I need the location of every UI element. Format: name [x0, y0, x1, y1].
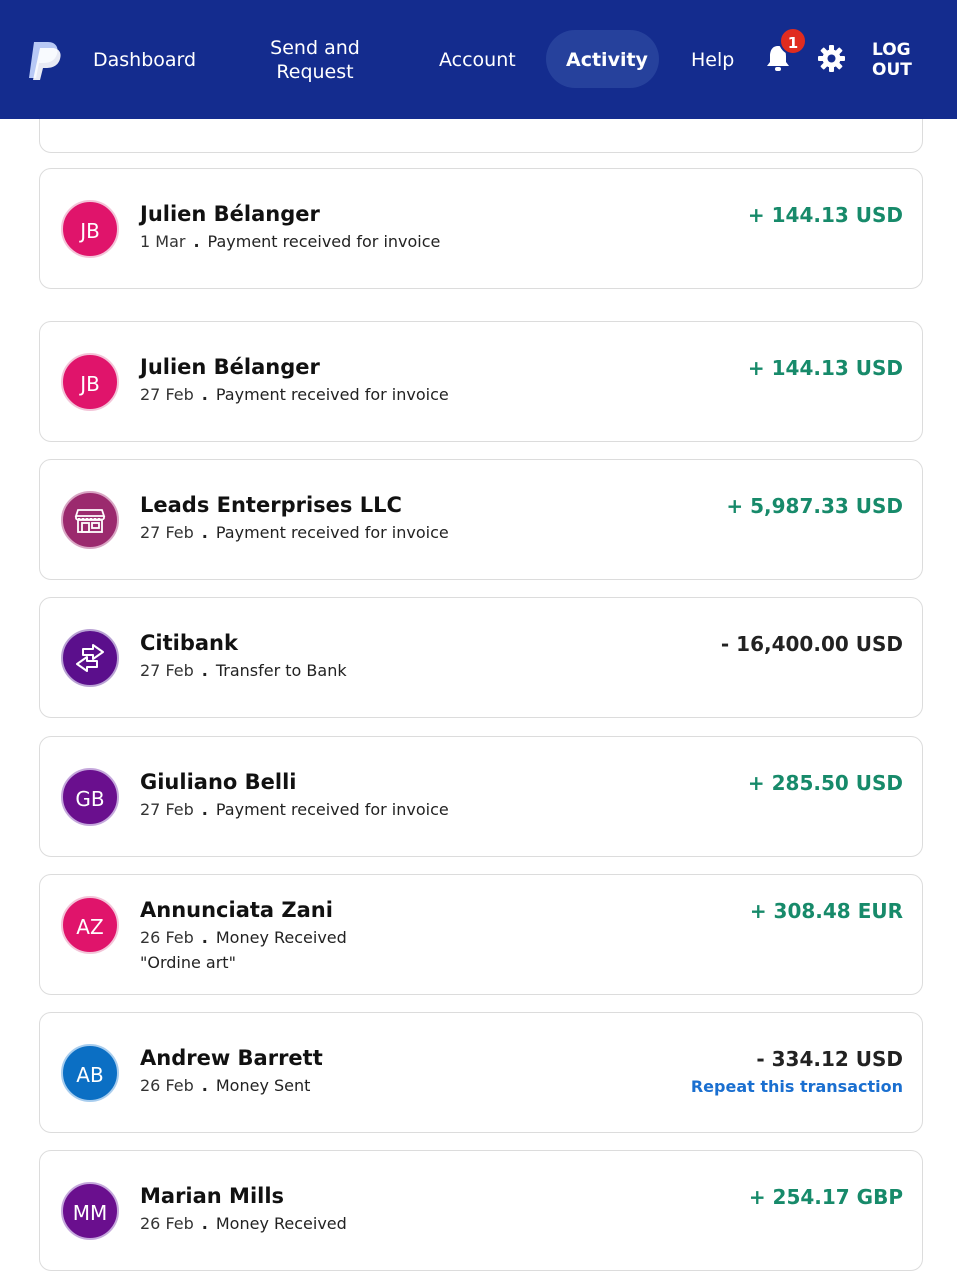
transaction-card[interactable]	[39, 874, 923, 995]
avatar: AZ	[61, 896, 119, 954]
paypal-logo-icon[interactable]	[28, 40, 62, 80]
transaction-amount: + 308.48 EUR	[749, 899, 903, 923]
transaction-description: Payment received for invoice	[215, 385, 449, 404]
transaction-description: Money Received	[215, 1214, 347, 1233]
transaction-name: Julien Bélanger	[140, 355, 320, 379]
transaction-date: 26 Feb	[140, 1214, 194, 1233]
transaction-name: Leads Enterprises LLC	[140, 493, 402, 517]
transaction-details: 26 Feb . Money Received	[140, 928, 347, 947]
transaction-amount: + 254.17 GBP	[748, 1185, 903, 1209]
transaction-name: Annunciata Zani	[140, 898, 333, 922]
logout-button[interactable]: LOG OUT	[872, 40, 912, 80]
transaction-date: 27 Feb	[140, 523, 194, 542]
transaction-date: 26 Feb	[140, 1076, 194, 1095]
transaction-date: 26 Feb	[140, 928, 194, 947]
transaction-date: 1 Mar	[140, 232, 186, 251]
transaction-amount: + 144.13 USD	[747, 356, 903, 380]
nav-dashboard[interactable]: Dashboard	[93, 49, 197, 71]
notification-badge[interactable]: 1	[779, 27, 807, 55]
transaction-card[interactable]	[39, 1012, 923, 1133]
transaction-amount: + 5,987.33 USD	[726, 494, 903, 518]
storefront-icon	[74, 504, 106, 536]
transaction-name: Citibank	[140, 631, 238, 655]
transaction-note: "Ordine art"	[140, 953, 236, 972]
transaction-card[interactable]	[39, 736, 923, 857]
transfer-arrows-icon	[73, 641, 107, 675]
transaction-card[interactable]	[39, 321, 923, 442]
transaction-description: Payment received for invoice	[215, 523, 449, 542]
repeat-transaction-link[interactable]: Repeat this transaction	[690, 1077, 903, 1096]
avatar	[61, 491, 119, 549]
transaction-card[interactable]	[39, 1150, 923, 1271]
nav-account[interactable]: Account	[439, 49, 516, 71]
transaction-name: Giuliano Belli	[140, 770, 297, 794]
transaction-amount: + 285.50 USD	[747, 771, 903, 795]
gear-icon[interactable]	[818, 45, 845, 72]
transaction-amount: + 144.13 USD	[747, 203, 903, 227]
transaction-card[interactable]	[39, 459, 923, 580]
nav-send-and-request[interactable]: Send and Request	[270, 37, 360, 83]
avatar: JB	[61, 353, 119, 411]
avatar	[61, 629, 119, 687]
transaction-name: Julien Bélanger	[140, 202, 320, 226]
nav-help[interactable]: Help	[691, 49, 735, 71]
transaction-description: Money Sent	[215, 1076, 311, 1095]
nav-activity[interactable]: Activity	[566, 49, 648, 71]
transaction-date: 27 Feb	[140, 661, 194, 680]
transaction-details: 27 Feb . Payment received for invoice	[140, 385, 449, 404]
transaction-description: Transfer to Bank	[215, 661, 347, 680]
transaction-details: 27 Feb . Payment received for invoice	[140, 523, 449, 542]
avatar: MM	[61, 1182, 119, 1240]
transaction-date: 27 Feb	[140, 385, 194, 404]
transaction-card[interactable]	[39, 168, 923, 289]
transaction-details: 27 Feb . Transfer to Bank	[140, 661, 347, 680]
avatar: GB	[61, 768, 119, 826]
transaction-amount: - 334.12 USD	[756, 1047, 903, 1071]
transaction-details: 27 Feb . Payment received for invoice	[140, 800, 449, 819]
top-nav-bar	[0, 0, 957, 119]
transaction-details: 26 Feb . Money Sent	[140, 1076, 311, 1095]
avatar: JB	[61, 200, 119, 258]
transaction-card[interactable]	[39, 597, 923, 718]
transaction-details: 1 Mar . Payment received for invoice	[140, 232, 441, 251]
transaction-date: 27 Feb	[140, 800, 194, 819]
transaction-description: Payment received for invoice	[207, 232, 441, 251]
avatar: AB	[61, 1044, 119, 1102]
transaction-name: Andrew Barrett	[140, 1046, 323, 1070]
transaction-details: 26 Feb . Money Received	[140, 1214, 347, 1233]
transaction-description: Money Received	[215, 928, 347, 947]
transaction-amount: - 16,400.00 USD	[720, 632, 903, 656]
transaction-description: Payment received for invoice	[215, 800, 449, 819]
transaction-name: Marian Mills	[140, 1184, 285, 1208]
